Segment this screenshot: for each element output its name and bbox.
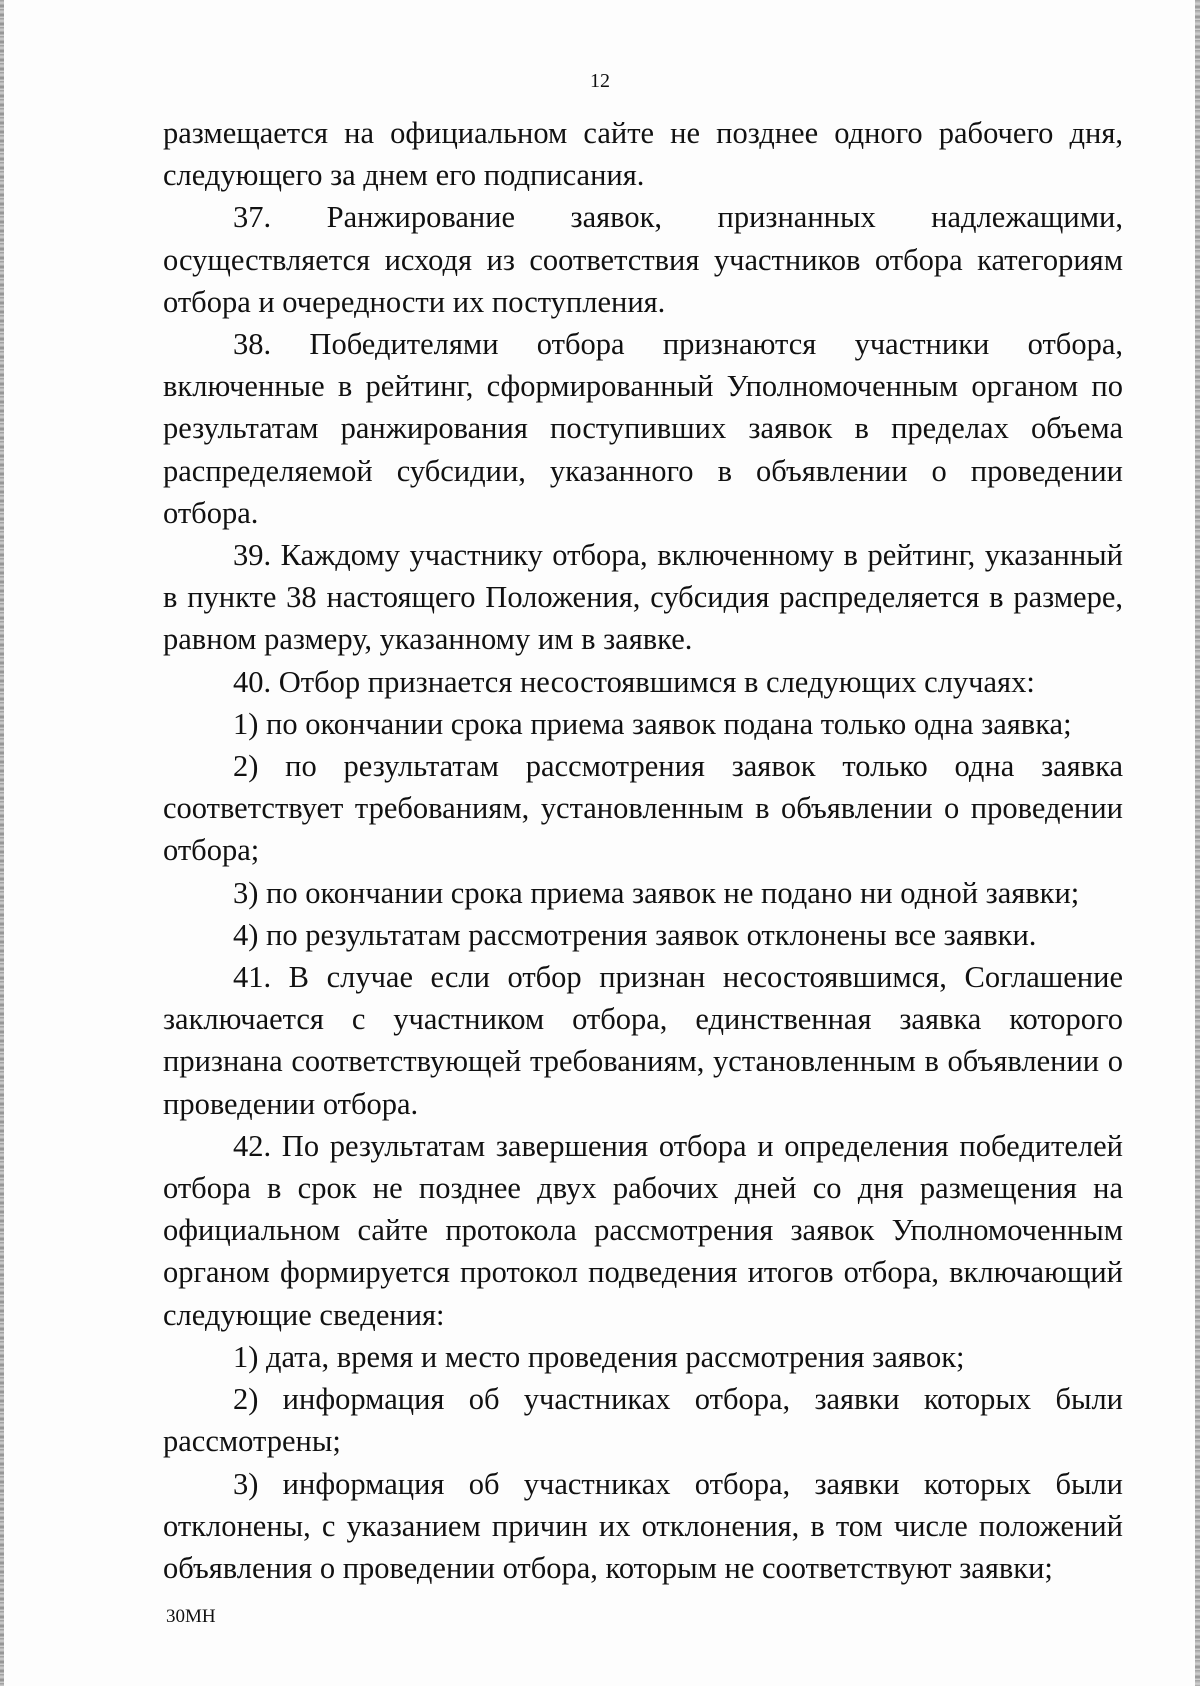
paragraph-item-40-1: 1) по окончании срока приема заявок подана только одна заявка; <box>233 706 1072 741</box>
paragraph-item-38: 38. Победителями отбора признаются участники отбора, включенные в рейтинг, сформированный Уполномоченным органом по результатам ранжирования поступивших заявок в пределах объема распределяемой субсидии, указанного в объявлении о проведении отбора. <box>163 327 1123 530</box>
scan-edge-left <box>0 0 4 1686</box>
paragraph-item-40-2: 2) по результатам рассмотрения заявок только одна заявка соответствует требованиям, установленным в объявлении о проведении отбора; <box>163 749 1123 868</box>
paragraph-item-42-1: 1) дата, время и место проведения рассмотрения заявок; <box>233 1339 965 1374</box>
paragraph-item-40-4: 4) по результатам рассмотрения заявок отклонены все заявки. <box>233 917 1037 952</box>
paragraph-item-42-3: 3) информация об участниках отбора, заявки которых были отклонены, с указанием причин их отклонения, в том числе положений объявления о проведении отбора, которым не соответствуют заявки; <box>163 1466 1123 1585</box>
document-body <box>163 112 1123 1589</box>
paragraph-item-40-3: 3) по окончании срока приема заявок не подано ни одной заявки; <box>233 875 1080 910</box>
scan-edge-right <box>1195 0 1200 1686</box>
paragraph-item-41: 41. В случае если отбор признан несостоявшимся, Соглашение заключается с участником отбора, единственная заявка которого признана соответствующей требованиям, установленным в объявлении о проведении отбора. <box>163 960 1123 1121</box>
paragraph-item-37: 37. Ранжирование заявок, признанных надлежащими, осуществляется исходя из соответствия участников отбора категориям отбора и очередности их поступления. <box>163 200 1123 319</box>
page-number: 12 <box>590 70 610 92</box>
paragraph-item-39: 39. Каждому участнику отбора, включенному в рейтинг, указанный в пункте 38 настоящего Положения, субсидия распределяется в размере, равном размеру, указанному им в заявке. <box>163 538 1123 657</box>
footer-code: 30МН <box>166 1606 216 1627</box>
paragraph-continuation: размещается на официальном сайте не позднее одного рабочего дня, следующего за днем его подписания. <box>163 116 1123 193</box>
paragraph-item-42-2: 2) информация об участниках отбора, заявки которых были рассмотрены; <box>163 1382 1123 1459</box>
paragraph-item-42: 42. По результатам завершения отбора и определения победителей отбора в срок не позднее двух рабочих дней со дня размещения на официальном сайте протокола рассмотрения заявок Уполномоченным органом формируется протокол подведения итогов отбора, включающий следующие сведения: <box>163 1128 1123 1332</box>
paragraph-item-40: 40. Отбор признается несостоявшимся в следующих случаях: <box>233 664 1035 699</box>
